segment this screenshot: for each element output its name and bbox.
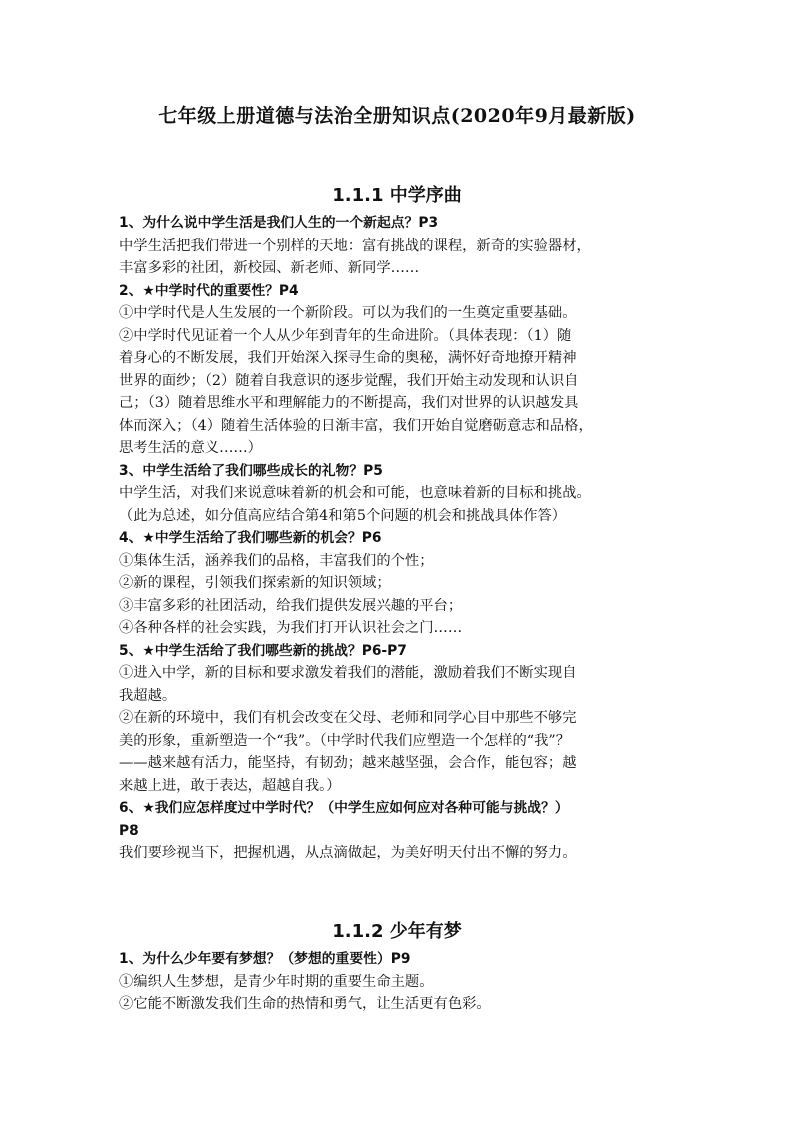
answer-line: ②新的课程，引领我们探索新的知识领域；	[119, 575, 391, 591]
answer-line: 我们要珍视当下，把握机遇，从点滴做起，为美好明天付出不懈的努力。	[119, 845, 577, 861]
answer-line: ③丰富多彩的社团活动，给我们提供发展兴趣的平台；	[119, 597, 463, 614]
answer-line: 中学生活，对我们来说意味着新的机会和可能，也意味着新的目标和挑战。	[119, 485, 591, 501]
answer-line: 思考生活的意义……）	[119, 440, 262, 456]
section-body	[119, 948, 687, 1016]
answer-line: 己；（3）随着思维水平和理解能力的不断提高，我们对世界的认识越发具	[119, 395, 579, 411]
answer-line: ②中学时代见证着一个人从少年到青年的生命进阶。（具体表现：（1）随	[119, 327, 572, 344]
answer-line: 体而深入；（4）随着生活体验的日渐丰富，我们开始自觉磨砺意志和品格，	[119, 417, 593, 434]
section-heading: 1.1.2 少年有梦	[332, 921, 462, 942]
section-heading: 1.1.1 中学序曲	[332, 185, 462, 206]
answer-line: ④各种各样的社会实践，为我们打开认识社会之门……	[119, 620, 463, 636]
question-line: 5、★中学生活给了我们哪些新的挑战？P6-P7	[119, 642, 407, 659]
answer-line: ①进入中学，新的目标和要求激发着我们的潜能，激励着我们不断实现自	[119, 665, 577, 681]
page-title: 七年级上册道德与法治全册知识点(2020年9月最新版)	[158, 105, 636, 127]
answer-line: ②在新的环境中，我们有机会改变在父母、老师和同学心目中那些不够完	[119, 710, 577, 726]
answer-line: ①编织人生梦想，是青少年时期的重要生命主题。	[119, 973, 434, 990]
question-line: 1、为什么说中学生活是我们人生的一个新起点？P3	[119, 215, 439, 231]
answer-line: ①中学时代是人生发展的一个新阶段。可以为我们的一生奠定重要基础。	[119, 305, 577, 321]
question-line: 4、★中学生活给了我们哪些新的机会？P6	[119, 530, 382, 546]
answer-line: 丰富多彩的社团，新校园、新老师、新同学……	[119, 260, 420, 276]
section-body	[119, 212, 687, 865]
answer-line: 来越上进，敢于表达，超越自我。）	[119, 777, 341, 794]
answer-line: ——越来越有活力，能坚持，有韧劲；越来越坚强，会合作，能包容；越	[119, 755, 577, 771]
answer-line: 中学生活把我们带进一个别样的天地：富有挑战的课程，新奇的实验器材，	[119, 237, 591, 254]
answer-line: ①集体生活，涵养我们的品格，丰富我们的个性；	[119, 552, 434, 569]
question-line: 1、为什么少年要有梦想？（梦想的重要性）P9	[119, 951, 411, 967]
answer-line: 我超越。	[119, 687, 177, 704]
answer-line: 美的形象，重新塑造一个“我”。（中学时代我们应塑造一个怎样的“我”？	[119, 732, 570, 749]
question-line: 3、中学生活给了我们哪些成长的礼物？P5	[119, 462, 383, 479]
question-line: P8	[119, 822, 139, 839]
question-line: 6、★我们应怎样度过中学时代？（中学生应如何应对各种可能与挑战？）	[119, 800, 569, 816]
answer-line: 世界的面纱；（2）随着自我意识的逐步觉醒，我们开始主动发现和认识自	[119, 372, 579, 389]
answer-line: 着身心的不断发展，我们开始深入探寻生命的奥秘，满怀好奇地撩开精神	[119, 350, 577, 366]
answer-line: ②它能不断激发我们生命的热情和勇气，让生活更有色彩。	[119, 996, 491, 1012]
answer-line: （此为总述，如分值高应结合第4和第5个问题的机会和挑战具体作答）	[119, 507, 567, 524]
question-line: 2、★中学时代的重要性？P4	[119, 282, 299, 299]
